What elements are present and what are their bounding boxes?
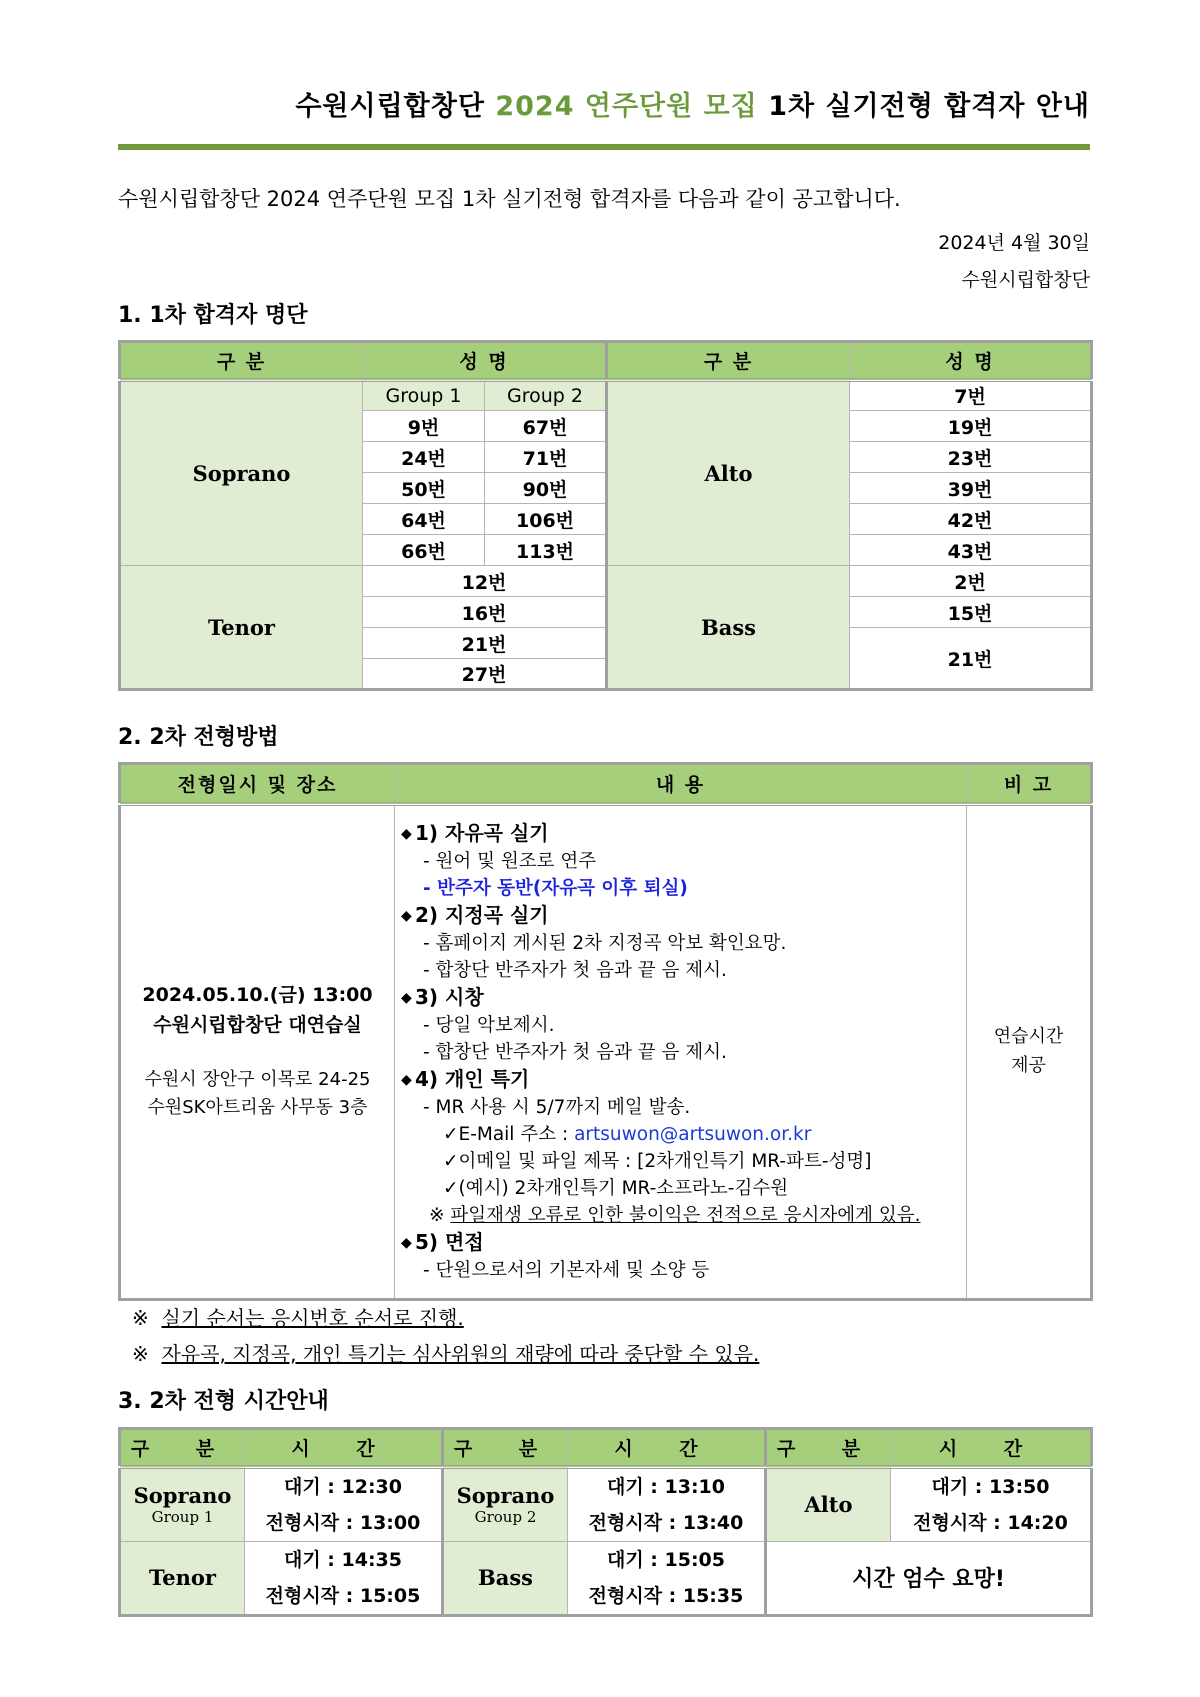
header-time: 시 간 xyxy=(245,1429,443,1467)
soprano-g2-member: 67번 xyxy=(485,411,607,442)
header-name-2: 성 명 xyxy=(850,342,1092,380)
part-alto: Alto xyxy=(766,1467,891,1542)
remark-line: 제공 xyxy=(1011,1054,1046,1076)
soprano-g1-member: 24번 xyxy=(363,442,485,473)
part-tenor: Tenor xyxy=(120,1541,245,1615)
header-name: 성 명 xyxy=(363,342,607,380)
item-assigned-song: ◆ 2) 지정곡 실기 xyxy=(401,902,958,930)
header-time: 시 간 xyxy=(891,1429,1092,1467)
part-bass: Bass xyxy=(607,566,850,690)
time-soprano-g2: 대기 : 13:10 전형시작 : 13:40 xyxy=(568,1467,766,1542)
file-warning: ※ 파일재생 오류로 인한 불이익은 전적으로 응시자에게 있음. xyxy=(429,1204,921,1226)
part-soprano: Soprano xyxy=(120,380,363,566)
tenor-member: 12번 xyxy=(363,566,607,597)
bullet-icon: ◆ xyxy=(401,825,412,842)
title-divider xyxy=(118,144,1090,150)
title-rest: 1차 실기전형 합격자 안내 xyxy=(768,91,1090,122)
bullet-icon: ◆ xyxy=(401,1234,412,1251)
announcement-org: 수원시립합창단 xyxy=(961,269,1090,291)
email-link[interactable]: artsuwon@artsuwon.or.kr xyxy=(574,1123,812,1145)
note-order: ※ 실기 순서는 응시번호 순서로 진행. xyxy=(132,1306,464,1330)
item-line: - 합창단 반주자가 첫 음과 끝 음 제시. xyxy=(423,1041,727,1063)
exam-address-line1: 수원시 장안구 이목로 24-25 xyxy=(144,1069,371,1091)
item-line: - 홈페이지 게시된 2차 지정곡 악보 확인요망. xyxy=(423,932,787,954)
title-accent: 2024 연주단원 모집 xyxy=(495,91,758,122)
bullet-icon: ◆ xyxy=(401,1071,412,1088)
bullet-icon: ◆ xyxy=(401,907,412,924)
soprano-g1-member: 50번 xyxy=(363,473,485,504)
bullet-icon: ◆ xyxy=(401,989,412,1006)
soprano-g2-member: 106번 xyxy=(485,504,607,535)
tenor-member: 21번 xyxy=(363,628,607,659)
tenor-member: 27번 xyxy=(363,659,607,690)
header-category: 구 분 xyxy=(120,1429,245,1467)
bass-member: 21번 xyxy=(850,628,1092,690)
part-tenor: Tenor xyxy=(120,566,363,690)
exam-datetime: 2024.05.10.(금) 13:00 xyxy=(142,984,373,1007)
subject-format-line: ✓이메일 및 파일 제목 : [2차개인특기 MR-파트-성명] xyxy=(443,1150,872,1172)
header-category: 구 분 xyxy=(443,1429,568,1467)
exam-venue: 수원시립합창단 대연습실 xyxy=(153,1013,362,1036)
bass-member: 15번 xyxy=(850,597,1092,628)
schedule-cell xyxy=(120,804,395,1300)
item-sight-singing: ◆ 3) 시창 xyxy=(401,984,958,1012)
time-soprano-g1: 대기 : 12:30 전형시작 : 13:00 xyxy=(245,1467,443,1542)
time-bass: 대기 : 15:05 전형시작 : 15:35 xyxy=(568,1541,766,1615)
tenor-member: 16번 xyxy=(363,597,607,628)
header-category: 구 분 xyxy=(766,1429,891,1467)
time-schedule-table xyxy=(118,1427,1093,1617)
content-cell xyxy=(395,804,967,1300)
header-category-2: 구 분 xyxy=(607,342,850,380)
item-line: - MR 사용 시 5/7까지 메일 발송. xyxy=(423,1096,691,1118)
part-bass: Bass xyxy=(443,1541,568,1615)
document-title xyxy=(295,84,1090,123)
email-line: ✓E-Mail 주소 : artsuwon@artsuwon.or.kr xyxy=(443,1123,812,1145)
alto-member: 7번 xyxy=(850,380,1092,411)
exam-address-line2: 수원SK아트리움 사무동 3층 xyxy=(147,1096,368,1118)
part-soprano-g1: Soprano Group 1 xyxy=(120,1467,245,1542)
soprano-g1-member: 64번 xyxy=(363,504,485,535)
alto-member: 19번 xyxy=(850,411,1092,442)
item-line: - 원어 및 원조로 연주 xyxy=(423,850,597,872)
passer-list-table xyxy=(118,340,1093,691)
group1-label: Group 1 xyxy=(363,380,485,411)
item-line: - 당일 악보제시. xyxy=(423,1014,555,1036)
part-alto: Alto xyxy=(607,380,850,566)
alto-member: 42번 xyxy=(850,504,1092,535)
reference-mark-icon: ※ xyxy=(132,1306,149,1330)
alto-member: 39번 xyxy=(850,473,1092,504)
subject-example-line: ✓(예시) 2차개인특기 MR-소프라노-김수원 xyxy=(443,1177,789,1199)
header-time: 시 간 xyxy=(568,1429,766,1467)
group2-label: Group 2 xyxy=(485,380,607,411)
remark-line: 연습시간 xyxy=(993,1025,1064,1047)
time-tenor: 대기 : 14:35 전형시작 : 15:05 xyxy=(245,1541,443,1615)
item-highlight-line: - 반주자 동반(자유곡 이후 퇴실) xyxy=(423,877,688,899)
bass-member: 2번 xyxy=(850,566,1092,597)
time-alto: 대기 : 13:50 전형시작 : 14:20 xyxy=(891,1467,1092,1542)
item-personal-talent: ◆ 4) 개인 특기 xyxy=(401,1066,958,1094)
remarks-cell xyxy=(967,804,1092,1300)
note-interruption: ※ 자유곡, 지정곡, 개인 특기는 심사위원의 재량에 따라 중단할 수 있음. xyxy=(132,1342,760,1366)
header-content: 내 용 xyxy=(395,764,967,804)
alto-member: 43번 xyxy=(850,535,1092,566)
section2-heading: 2. 2차 전형방법 xyxy=(118,725,279,750)
reference-mark-icon: ※ xyxy=(429,1204,445,1226)
alto-member: 23번 xyxy=(850,442,1092,473)
soprano-g1-member: 66번 xyxy=(363,535,485,566)
soprano-g1-member: 9번 xyxy=(363,411,485,442)
part-soprano-g2: Soprano Group 2 xyxy=(443,1467,568,1542)
section1-heading: 1. 1차 합격자 명단 xyxy=(118,303,308,328)
header-category: 구 분 xyxy=(120,342,363,380)
intro-text: 수원시립합창단 2024 연주단원 모집 1차 실기전형 합격자를 다음과 같이 공고합니다. xyxy=(118,187,901,211)
punctuality-notice: 시간 엄수 요망! xyxy=(766,1541,1092,1615)
soprano-g2-member: 113번 xyxy=(485,535,607,566)
item-line: - 단원으로서의 기본자세 및 소양 등 xyxy=(423,1259,710,1281)
exam-method-table xyxy=(118,762,1093,1301)
title-org: 수원시립합창단 xyxy=(295,91,485,122)
item-free-song: ◆ 1) 자유곡 실기 xyxy=(401,820,958,848)
reference-mark-icon: ※ xyxy=(132,1342,149,1366)
announcement-date: 2024년 4월 30일 xyxy=(938,232,1090,254)
header-remarks: 비 고 xyxy=(967,764,1092,804)
item-interview: ◆ 5) 면접 xyxy=(401,1229,958,1257)
header-schedule: 전형일시 및 장소 xyxy=(120,764,395,804)
soprano-g2-member: 71번 xyxy=(485,442,607,473)
section3-heading: 3. 2차 전형 시간안내 xyxy=(118,1389,329,1414)
item-line: - 합창단 반주자가 첫 음과 끝 음 제시. xyxy=(423,959,727,981)
soprano-g2-member: 90번 xyxy=(485,473,607,504)
